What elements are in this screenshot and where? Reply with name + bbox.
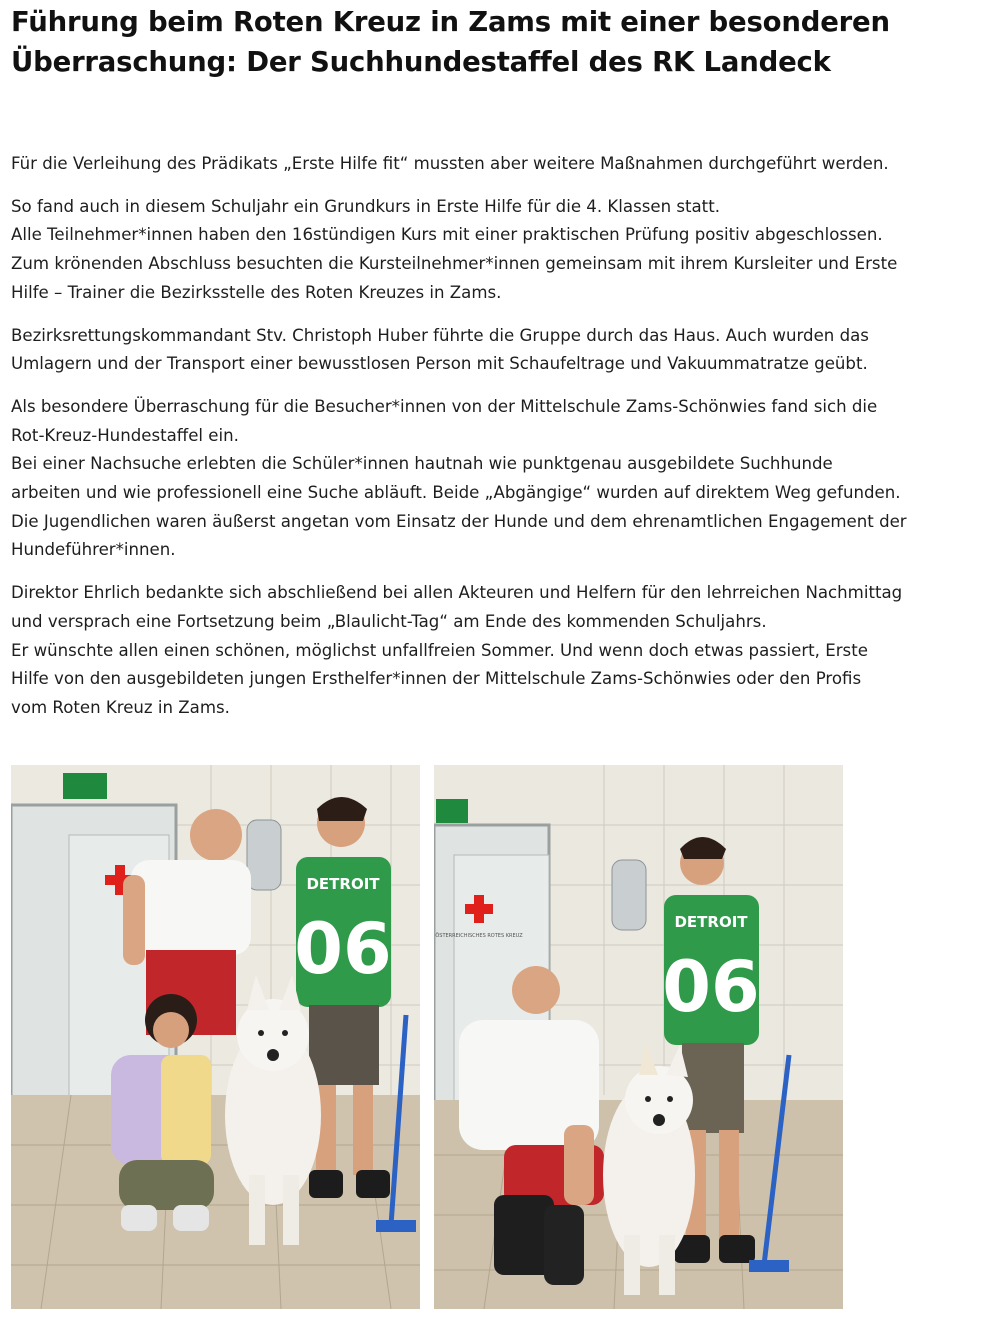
article-body [11,150,996,737]
paragraph-line: So fand auch in diesem Schuljahr ein Grundkurs in Erste Hilfe für die 4. Klassen statt. [11,196,720,216]
paragraph-line: Zum krönenden Abschluss besuchten die Kursteilnehmer*innen gemeinsam mit ihrem Kursleiter und Erste [11,254,898,274]
article-title [11,2,996,82]
shirt-text-top: DETROIT [674,913,748,931]
door-sign-text: ÖSTERREICHISCHES ROTES KREUZ [435,933,523,939]
paragraph-5 [11,579,996,723]
paragraph-line: Alle Teilnehmer*innen haben den 16stündigen Kurs mit einer praktischen Prüfung positiv abgeschlossen. [11,225,883,245]
paragraph-3 [11,322,996,379]
paragraph-line: Direktor Ehrlich bedankte sich abschließend bei allen Akteuren und Helfern für den lehrreichen Nachmittag [11,583,903,603]
paragraph-line: Er wünschte allen einen schönen, möglichst unfallfreien Sommer. Und wenn doch etwas passiert, Erste [11,640,868,660]
article-title-line-1: Führung beim Roten Kreuz in Zams mit einer besonderen [11,6,890,38]
photo-group-with-dog-2 [434,765,843,1309]
paragraph-line: Hundeführer*innen. [11,540,176,560]
paragraph-line: Für die Verleihung des Prädikats „Erste Hilfe fit“ mussten aber weitere Maßnahmen durchgeführt werden. [11,154,889,173]
paragraph-line: Hilfe von den ausgebildeten jungen Ersthelfer*innen der Mittelschule Zams-Schönwies oder den Profis [11,669,862,689]
photo-illustration [11,765,420,1309]
paragraph-line: Bezirksrettungskommandant Stv. Christoph Huber führte die Gruppe durch das Haus. Auch wurden das [11,325,869,345]
shirt-text-top: DETROIT [306,875,380,893]
paragraph-line: Rot-Kreuz-Hundestaffel ein. [11,425,239,445]
article-title-line-2: Überraschung: Der Suchhundestaffel des RK Landeck [11,46,831,78]
paragraph-line: und versprach eine Fortsetzung beim „Blaulicht-Tag“ am Ende des kommenden Schuljahrs. [11,611,767,631]
paragraph-2 [11,193,996,308]
paragraph-line: Bei einer Nachsuche erlebten die Schüler*innen hautnah wie punktgenau ausgebildete Suchhunde [11,454,833,474]
shirt-text-number: 06 [662,946,760,1028]
paragraph-line: arbeiten und wie professionell eine Suche abläuft. Beide „Abgängige“ wurden auf direktem Weg gefunden. [11,483,901,503]
paragraph-1 [11,150,996,179]
paragraph-line: Umlagern und der Transport einer bewusstlosen Person mit Schaufeltrage und Vakuummatratze geübt. [11,354,868,374]
photo-illustration [434,765,843,1309]
paragraph-line: vom Roten Kreuz in Zams. [11,697,230,717]
photo-group-with-dog-1 [11,765,420,1309]
paragraph-line: Hilfe – Trainer die Bezirksstelle des Roten Kreuzes in Zams. [11,282,502,302]
paragraph-4 [11,393,996,565]
paragraph-line: Als besondere Überraschung für die Besucher*innen von der Mittelschule Zams-Schönwies fand sich die [11,396,878,416]
paragraph-line: Die Jugendlichen waren äußerst angetan vom Einsatz der Hunde und dem ehrenamtlichen Engagement der [11,511,907,531]
shirt-text-number: 06 [294,908,392,990]
